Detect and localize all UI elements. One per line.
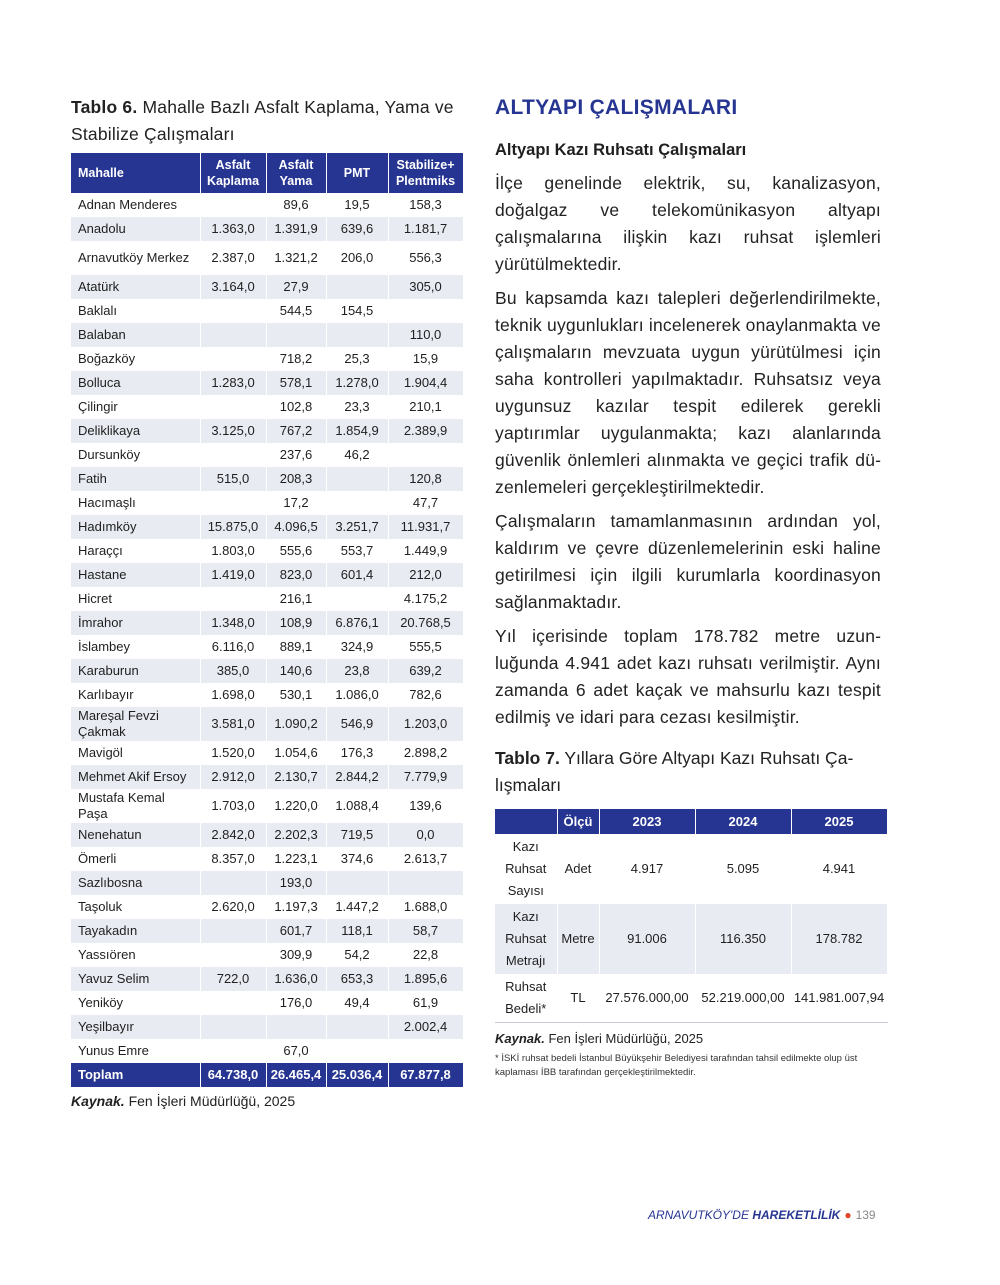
table6-value-cell: 118,1 xyxy=(326,919,388,943)
table6-value-cell: 2.898,2 xyxy=(388,741,463,765)
table7-label-cell: Ruhsat Bedeli* xyxy=(495,974,557,1023)
table6-name-cell: Fatih xyxy=(71,467,200,491)
table6-value-cell: 54,2 xyxy=(326,943,388,967)
table6-value-cell: 1.090,2 xyxy=(266,707,326,741)
table6-value-cell: 2.202,3 xyxy=(266,823,326,847)
table6-value-cell xyxy=(200,299,266,323)
table6-value-cell: 11.931,7 xyxy=(388,515,463,539)
table6-value-cell xyxy=(200,943,266,967)
right-column xyxy=(495,94,885,1080)
table6-value-cell: 1.698,0 xyxy=(200,683,266,707)
table6-value-cell: 515,0 xyxy=(200,467,266,491)
table6-value-cell xyxy=(326,587,388,611)
table6-value-cell: 1.803,0 xyxy=(200,539,266,563)
table6-row xyxy=(71,193,463,217)
table7-value-cell: 27.576.000,00 xyxy=(599,974,695,1023)
table6-value-cell: 7.779,9 xyxy=(388,765,463,789)
table6-value-cell: 216,1 xyxy=(266,587,326,611)
table6-value-cell: 556,3 xyxy=(388,241,463,275)
table7-header-row xyxy=(495,809,887,834)
table6-name-cell: Yassıören xyxy=(71,943,200,967)
table6-value-cell: 25,3 xyxy=(326,347,388,371)
table6-value-cell: 3.164,0 xyxy=(200,275,266,299)
table6-row xyxy=(71,395,463,419)
paragraph: Bu kapsamda kazı talepleri değerlendirilmekte, teknik uygunlukları incelenerek onaylanmakta ve çalışmaların mevzuata uygun yürütülmesi için saha kontrolleri yapılmaktadır. Ruhsatsız veya uygunsuz kazılar tespit edilerek gerekli yaptırımlar uygulanmakta; kazı alanlarında güvenlik önlemleri alınmakta ve geçici trafik düzenlemeleri gerçekleştirilmektedir. xyxy=(495,288,881,497)
table6-value-cell: 49,4 xyxy=(326,991,388,1015)
table6-row xyxy=(71,347,463,371)
table6-value-cell xyxy=(200,1015,266,1039)
table6-value-cell: 639,6 xyxy=(326,217,388,241)
table6-value-cell xyxy=(388,299,463,323)
table6-name-cell: Dursunköy xyxy=(71,443,200,467)
table6-value-cell: 237,6 xyxy=(266,443,326,467)
footer-brand-italic: ARNAVUTKÖY'DE xyxy=(648,1208,753,1222)
left-column xyxy=(71,94,463,1109)
table6-row xyxy=(71,587,463,611)
table7-value-cell: 4.941 xyxy=(791,834,887,904)
table7-header-cell: 2025 xyxy=(791,809,887,834)
table6-value-cell: 544,5 xyxy=(266,299,326,323)
table6-name-cell: Hicret xyxy=(71,587,200,611)
table6-value-cell: 555,5 xyxy=(388,635,463,659)
table6-row xyxy=(71,741,463,765)
table6-value-cell xyxy=(200,323,266,347)
table6-value-cell: 1.636,0 xyxy=(266,967,326,991)
table6-value-cell xyxy=(266,323,326,347)
table7-source-text: Fen İşleri Müdürlüğü, 2025 xyxy=(544,1031,704,1046)
table6-row xyxy=(71,515,463,539)
table7-value-cell: Adet xyxy=(557,834,599,904)
table6-value-cell: 2.912,0 xyxy=(200,765,266,789)
table6-value-cell: 2.389,9 xyxy=(388,419,463,443)
table6-row xyxy=(71,275,463,299)
table6-name-cell: Yavuz Selim xyxy=(71,967,200,991)
table7-source xyxy=(495,1031,881,1046)
table6-name-cell: Haraççı xyxy=(71,539,200,563)
table6-value-cell: 206,0 xyxy=(326,241,388,275)
table7-header-cell: 2023 xyxy=(599,809,695,834)
table6-value-cell: 89,6 xyxy=(266,193,326,217)
table7-value-cell: 4.917 xyxy=(599,834,695,904)
table6-row xyxy=(71,895,463,919)
table6-value-cell: 102,8 xyxy=(266,395,326,419)
table6-value-cell: 782,6 xyxy=(388,683,463,707)
table6-value-cell xyxy=(326,1015,388,1039)
table6-value-cell xyxy=(388,1039,463,1063)
table6-name-cell: Çilingir xyxy=(71,395,200,419)
table6-value-cell: 324,9 xyxy=(326,635,388,659)
table6-row xyxy=(71,967,463,991)
table7-header-cell xyxy=(495,809,557,834)
table6-row xyxy=(71,943,463,967)
table6-value-cell xyxy=(200,443,266,467)
table6-row xyxy=(71,1015,463,1039)
table6-header-cell: Asfalt Yama xyxy=(266,153,326,193)
table6-value-cell: 27,9 xyxy=(266,275,326,299)
table6-name-cell: Mareşal Fevzi Çakmak xyxy=(71,707,200,741)
table6-row xyxy=(71,371,463,395)
table7-value-cell: 116.350 xyxy=(695,904,791,974)
table7-value-cell: TL xyxy=(557,974,599,1023)
table6-row xyxy=(71,419,463,443)
table6-row xyxy=(71,1039,463,1063)
table6-value-cell: 823,0 xyxy=(266,563,326,587)
table6-name-cell: Adnan Menderes xyxy=(71,193,200,217)
table6-value-cell: 3.251,7 xyxy=(326,515,388,539)
table6-value-cell: 193,0 xyxy=(266,871,326,895)
table6-value-cell: 1.391,9 xyxy=(266,217,326,241)
table6-value-cell xyxy=(388,443,463,467)
table7-caption-label: Tablo 7. xyxy=(495,748,560,768)
table6-caption xyxy=(71,94,463,148)
table6-row xyxy=(71,611,463,635)
footer-bullet-icon: ● xyxy=(844,1208,852,1222)
table6-value-cell: 17,2 xyxy=(266,491,326,515)
table6-value-cell: 1.086,0 xyxy=(326,683,388,707)
table6-value-cell: 20.768,5 xyxy=(388,611,463,635)
table6-value-cell: 22,8 xyxy=(388,943,463,967)
table6-value-cell: 719,5 xyxy=(326,823,388,847)
table6-source xyxy=(71,1093,463,1109)
table6-total-cell: 25.036,4 xyxy=(326,1063,388,1087)
table6-caption-text: Mahalle Bazlı Asfalt Kaplama, Yama ve Stabilize Çalışmaları xyxy=(71,97,454,144)
table6-row xyxy=(71,847,463,871)
table6-value-cell: 2.620,0 xyxy=(200,895,266,919)
table6-value-cell: 3.581,0 xyxy=(200,707,266,741)
table6-row xyxy=(71,823,463,847)
table6-value-cell: 19,5 xyxy=(326,193,388,217)
table6-value-cell: 158,3 xyxy=(388,193,463,217)
table7-value-cell: 52.219.000,00 xyxy=(695,974,791,1023)
table7-value-cell: 141.981.007,94 xyxy=(791,974,887,1023)
table6-value-cell: 140,6 xyxy=(266,659,326,683)
table6-row xyxy=(71,539,463,563)
table6-value-cell: 309,9 xyxy=(266,943,326,967)
table6-value-cell xyxy=(326,1039,388,1063)
table6-name-cell: Ömerli xyxy=(71,847,200,871)
table6-row xyxy=(71,789,463,823)
table6-value-cell: 15,9 xyxy=(388,347,463,371)
table6-value-cell: 108,9 xyxy=(266,611,326,635)
table6-value-cell: 2.002,4 xyxy=(388,1015,463,1039)
table6-header-cell: Asfalt Kaplama xyxy=(200,153,266,193)
table6-value-cell: 1.895,6 xyxy=(388,967,463,991)
table6-value-cell: 1.688,0 xyxy=(388,895,463,919)
table6-name-cell: Atatürk xyxy=(71,275,200,299)
table6-name-cell: Mustafa Kemal Paşa xyxy=(71,789,200,823)
table6-row xyxy=(71,241,463,275)
section-subtitle: Altyapı Kazı Ruhsatı Çalışmaları xyxy=(495,141,747,159)
table6-value-cell: 1.181,7 xyxy=(388,217,463,241)
table7-source-label: Kaynak. xyxy=(495,1031,545,1046)
table6-row xyxy=(71,765,463,789)
table6-row xyxy=(71,991,463,1015)
paragraph: Çalışmaların tamamlanmasının ardından yol, kaldırım ve çevre düzenlemelerinin eski haline getirilmesi için ilgili kurumlarla koordinasyon sağlanmaktadır. xyxy=(495,511,881,612)
section-title: ALTYAPI ÇALIŞMALARI xyxy=(495,96,738,119)
table6-name-cell: Mavigöl xyxy=(71,741,200,765)
table6-value-cell xyxy=(200,871,266,895)
table6-value-cell: 718,2 xyxy=(266,347,326,371)
table6-name-cell: Yeşilbayır xyxy=(71,1015,200,1039)
table6-row xyxy=(71,323,463,347)
table6-value-cell xyxy=(200,395,266,419)
table6-value-cell: 530,1 xyxy=(266,683,326,707)
table6-value-cell: 1.904,4 xyxy=(388,371,463,395)
table6-name-cell: Hastane xyxy=(71,563,200,587)
table6-name-cell: Mehmet Akif Ersoy xyxy=(71,765,200,789)
table6-caption-label: Tablo 6. xyxy=(71,97,138,117)
table7-value-cell: 91.006 xyxy=(599,904,695,974)
table6-value-cell xyxy=(200,491,266,515)
table6-value-cell: 1.197,3 xyxy=(266,895,326,919)
table6-value-cell: 6.116,0 xyxy=(200,635,266,659)
table6-value-cell: 2.844,2 xyxy=(326,765,388,789)
table6-name-cell: Baklalı xyxy=(71,299,200,323)
table7-label-cell: Kazı Ruhsat Metrajı xyxy=(495,904,557,974)
table6-value-cell: 212,0 xyxy=(388,563,463,587)
table6-value-cell: 2.130,7 xyxy=(266,765,326,789)
table6-name-cell: Yunus Emre xyxy=(71,1039,200,1063)
table6-value-cell: 1.220,0 xyxy=(266,789,326,823)
footer-brand-bold: HAREKETLİLİK xyxy=(752,1208,841,1222)
table6-value-cell: 1.348,0 xyxy=(200,611,266,635)
table6-header-row xyxy=(71,153,463,193)
table6-total-cell: 26.465,4 xyxy=(266,1063,326,1087)
table6-value-cell: 4.175,2 xyxy=(388,587,463,611)
table6-name-cell: Tayakadın xyxy=(71,919,200,943)
paragraph: İlçe genelinde elektrik, su, kanalizasyon, doğalgaz ve telekomünikasyon altyapı çalışmalarına ilişkin kazı ruhsat işlemleri yürütülmektedir. xyxy=(495,173,881,274)
table6-value-cell: 1.321,2 xyxy=(266,241,326,275)
table6-name-cell: Arnavutköy Merkez xyxy=(71,241,200,275)
table6-value-cell: 2.387,0 xyxy=(200,241,266,275)
table6-value-cell: 653,3 xyxy=(326,967,388,991)
table6-value-cell: 546,9 xyxy=(326,707,388,741)
table6-row xyxy=(71,491,463,515)
table7 xyxy=(495,809,888,1023)
table6-row xyxy=(71,563,463,587)
table6-value-cell: 385,0 xyxy=(200,659,266,683)
table6-header-cell: PMT xyxy=(326,153,388,193)
table6-total-row xyxy=(71,1063,463,1087)
table6-value-cell xyxy=(266,1015,326,1039)
table6-name-cell: Yeniköy xyxy=(71,991,200,1015)
table6-value-cell: 176,0 xyxy=(266,991,326,1015)
table6-name-cell: Karaburun xyxy=(71,659,200,683)
table6-value-cell: 23,3 xyxy=(326,395,388,419)
table6-value-cell: 8.357,0 xyxy=(200,847,266,871)
table6-value-cell xyxy=(200,587,266,611)
table6-value-cell: 0,0 xyxy=(388,823,463,847)
table6-value-cell xyxy=(200,193,266,217)
table7-body xyxy=(495,834,887,1023)
table6-value-cell xyxy=(326,323,388,347)
table6-value-cell: 61,9 xyxy=(388,991,463,1015)
table7-header-cell: 2024 xyxy=(695,809,791,834)
table6-row xyxy=(71,871,463,895)
table6-total-cell: 64.738,0 xyxy=(200,1063,266,1087)
table6-value-cell: 1.223,1 xyxy=(266,847,326,871)
table6-value-cell: 15.875,0 xyxy=(200,515,266,539)
table6-value-cell: 889,1 xyxy=(266,635,326,659)
table6-name-cell: Bolluca xyxy=(71,371,200,395)
table6-value-cell xyxy=(200,1039,266,1063)
page-footer xyxy=(648,1208,876,1222)
table6-row xyxy=(71,635,463,659)
table6-value-cell: 1.363,0 xyxy=(200,217,266,241)
table6-name-cell: Nenehatun xyxy=(71,823,200,847)
table6-row xyxy=(71,467,463,491)
table6-value-cell: 47,7 xyxy=(388,491,463,515)
table6-name-cell: İslambey xyxy=(71,635,200,659)
table6-value-cell: 4.096,5 xyxy=(266,515,326,539)
table6-value-cell: 1.278,0 xyxy=(326,371,388,395)
table6-total-cell: Toplam xyxy=(71,1063,200,1087)
table6-value-cell: 58,7 xyxy=(388,919,463,943)
table7-caption xyxy=(495,745,881,799)
table6-value-cell: 1.703,0 xyxy=(200,789,266,823)
table6-value-cell: 1.203,0 xyxy=(388,707,463,741)
table6-name-cell: Boğazköy xyxy=(71,347,200,371)
table6-value-cell xyxy=(200,347,266,371)
table6-value-cell: 3.125,0 xyxy=(200,419,266,443)
table6-value-cell: 374,6 xyxy=(326,847,388,871)
table6-name-cell: Balaban xyxy=(71,323,200,347)
table6-name-cell: Hacımaşlı xyxy=(71,491,200,515)
table6-value-cell: 1.854,9 xyxy=(326,419,388,443)
table6-value-cell: 767,2 xyxy=(266,419,326,443)
table6-value-cell: 120,8 xyxy=(388,467,463,491)
table6 xyxy=(71,153,464,1087)
table7-caption-text: Yıllara Göre Altyapı Kazı Ruhsatı Çalışmaları xyxy=(495,748,854,795)
table7-row xyxy=(495,834,887,904)
table6-value-cell: 139,6 xyxy=(388,789,463,823)
table6-value-cell: 110,0 xyxy=(388,323,463,347)
table6-value-cell xyxy=(326,467,388,491)
table6-value-cell: 2.613,7 xyxy=(388,847,463,871)
table6-name-cell: İmrahor xyxy=(71,611,200,635)
table6-value-cell: 1.520,0 xyxy=(200,741,266,765)
table6-row xyxy=(71,919,463,943)
table6-name-cell: Deliklikaya xyxy=(71,419,200,443)
table6-value-cell: 210,1 xyxy=(388,395,463,419)
table6-row xyxy=(71,443,463,467)
table6-name-cell: Karlıbayır xyxy=(71,683,200,707)
table6-value-cell xyxy=(326,491,388,515)
page-number: 139 xyxy=(855,1208,876,1222)
table6-value-cell: 1.449,9 xyxy=(388,539,463,563)
table6-name-cell: Taşoluk xyxy=(71,895,200,919)
table7-header-cell: Ölçü xyxy=(557,809,599,834)
table6-header-cell: Stabilize+ Plentmiks xyxy=(388,153,463,193)
table6-body xyxy=(71,193,463,1063)
table7-value-cell: Metre xyxy=(557,904,599,974)
table6-source-text: Fen İşleri Müdürlüğü, 2025 xyxy=(124,1093,296,1109)
table6-value-cell: 67,0 xyxy=(266,1039,326,1063)
table6-value-cell: 1.283,0 xyxy=(200,371,266,395)
table6-value-cell: 578,1 xyxy=(266,371,326,395)
table7-value-cell: 178.782 xyxy=(791,904,887,974)
table6-row xyxy=(71,659,463,683)
table6-value-cell: 1.054,6 xyxy=(266,741,326,765)
table6-source-label: Kaynak. xyxy=(71,1093,125,1109)
table6-value-cell: 154,5 xyxy=(326,299,388,323)
table6-total-cell: 67.877,8 xyxy=(388,1063,463,1087)
table6-name-cell: Anadolu xyxy=(71,217,200,241)
table6-value-cell xyxy=(200,919,266,943)
table7-label-cell: Kazı Ruhsat Sayısı xyxy=(495,834,557,904)
table6-value-cell: 553,7 xyxy=(326,539,388,563)
table7-row xyxy=(495,904,887,974)
table6-value-cell xyxy=(326,871,388,895)
table6-value-cell: 305,0 xyxy=(388,275,463,299)
table6-value-cell: 1.419,0 xyxy=(200,563,266,587)
table6-row xyxy=(71,707,463,741)
table7-footnote: * İSKİ ruhsat bedeli İstanbul Büyükşehir Belediyesi tarafından tahsil edilmekte olup üst kaplaması İBB tarafından gerçekleştirilmektedir. xyxy=(495,1053,858,1078)
table6-value-cell: 208,3 xyxy=(266,467,326,491)
table6-value-cell: 23,8 xyxy=(326,659,388,683)
table6-value-cell: 2.842,0 xyxy=(200,823,266,847)
table6-value-cell: 601,4 xyxy=(326,563,388,587)
table6-value-cell: 1.447,2 xyxy=(326,895,388,919)
table6-name-cell: Sazlıbosna xyxy=(71,871,200,895)
table6-value-cell: 555,6 xyxy=(266,539,326,563)
table6-header-cell: Mahalle xyxy=(71,153,200,193)
table6-value-cell: 46,2 xyxy=(326,443,388,467)
table6-value-cell: 1.088,4 xyxy=(326,789,388,823)
table6-value-cell: 722,0 xyxy=(200,967,266,991)
table6-row xyxy=(71,683,463,707)
table7-row xyxy=(495,974,887,1023)
table6-value-cell: 176,3 xyxy=(326,741,388,765)
table6-row xyxy=(71,299,463,323)
table7-value-cell: 5.095 xyxy=(695,834,791,904)
paragraph: Yıl içerisinde toplam 178.782 metre uzunluğunda 4.941 adet kazı ruhsatı verilmiştir. Aynı zamanda 6 adet kaçak ve mahsurlu kazı tespit edilmiş ve idari para cezası kesilmiştir. xyxy=(495,626,881,727)
table6-value-cell: 639,2 xyxy=(388,659,463,683)
table6-value-cell: 6.876,1 xyxy=(326,611,388,635)
table6-value-cell xyxy=(326,275,388,299)
table6-value-cell: 601,7 xyxy=(266,919,326,943)
table6-value-cell xyxy=(388,871,463,895)
table6-value-cell xyxy=(200,991,266,1015)
table6-name-cell: Hadımköy xyxy=(71,515,200,539)
table6-row xyxy=(71,217,463,241)
